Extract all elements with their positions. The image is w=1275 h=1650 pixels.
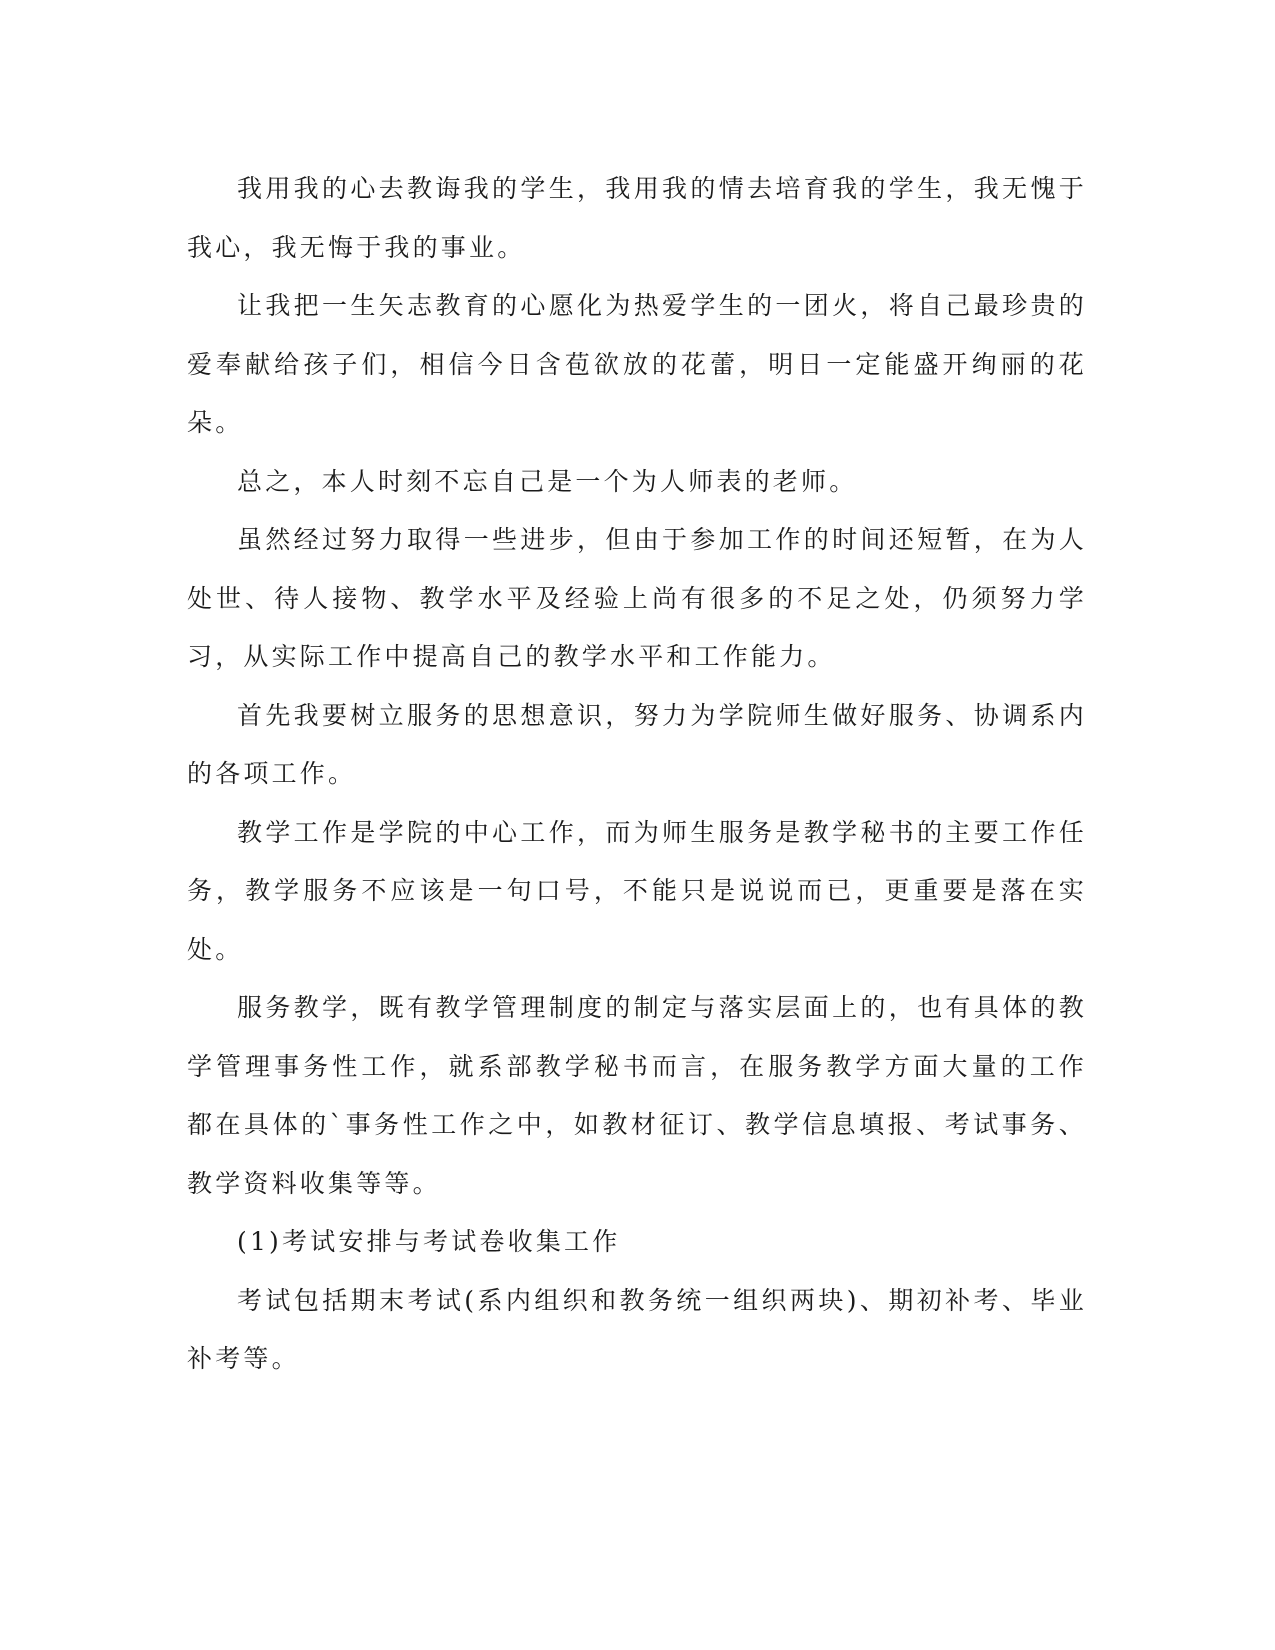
paragraph: 服务教学，既有教学管理制度的制定与落实层面上的，也有具体的教学管理事务性工作，就系部教学秘书而言，在服务教学方面大量的工作都在具体的`事务性工作之中，如教材征订、教学信息填报、考试事务、教学资料收集等等。 [187, 993, 1087, 1198]
paragraph: 考试包括期末考试(系内组织和教务统一组织两块)、期初补考、毕业补考等。 [187, 1285, 1087, 1373]
paragraph: 我用我的心去教诲我的学生，我用我的情去培育我的学生，我无愧于我心，我无悔于我的事业。 [187, 174, 1087, 262]
paragraph: 虽然经过努力取得一些进步，但由于参加工作的时间还短暂，在为人处世、待人接物、教学水平及经验上尚有很多的不足之处，仍须努力学习，从实际工作中提高自己的教学水平和工作能力。 [187, 525, 1087, 671]
paragraph: 教学工作是学院的中心工作，而为师生服务是教学秘书的主要工作任务，教学服务不应该是一句口号，不能只是说说而已，更重要是落在实处。 [187, 817, 1087, 964]
document-body [187, 160, 1087, 1389]
paragraph: 总之，本人时刻不忘自己是一个为人师表的老师。 [237, 466, 858, 496]
paragraph: 让我把一生矢志教育的心愿化为热爱学生的一团火，将自己最珍贵的爱奉献给孩子们，相信今日含苞欲放的花蕾，明日一定能盛开绚丽的花朵。 [187, 291, 1087, 437]
paragraph: 首先我要树立服务的思想意识，努力为学院师生做好服务、协调系内的各项工作。 [187, 700, 1087, 788]
section-heading: (1)考试安排与考试卷收集工作 [237, 1227, 621, 1256]
